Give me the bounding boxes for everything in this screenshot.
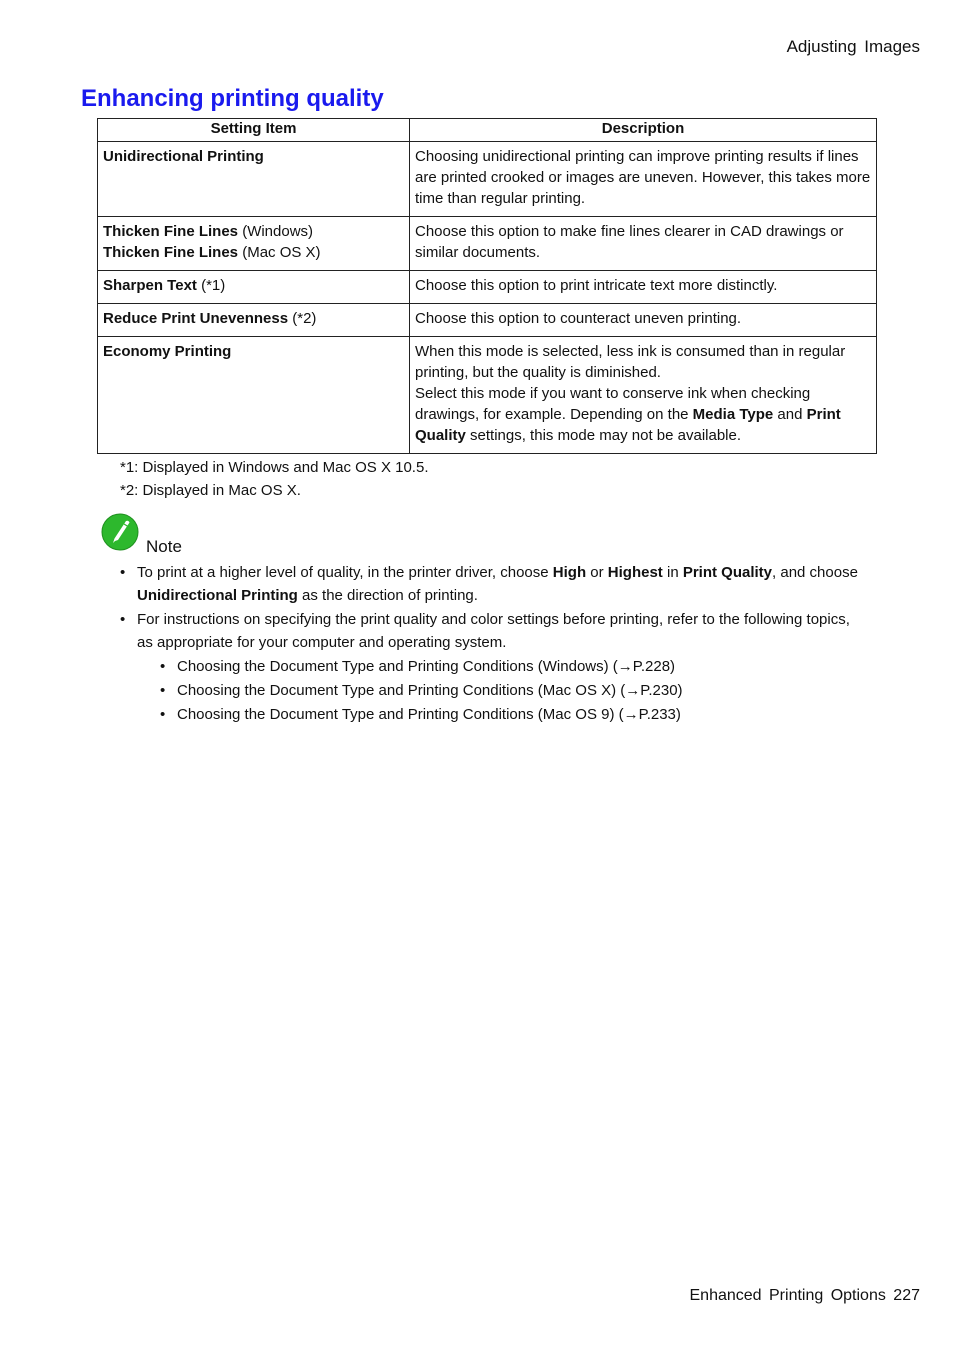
bold-term: Economy Printing bbox=[103, 343, 232, 360]
setting-item-cell bbox=[98, 304, 410, 337]
column-header-description: Description bbox=[410, 119, 877, 142]
bold-term: Sharpen Text bbox=[103, 277, 197, 294]
description-cell bbox=[410, 217, 877, 271]
bullet: • bbox=[160, 682, 166, 699]
bold-term: High bbox=[552, 564, 587, 581]
text-run: Choose this option to print intricate text more distinctly. bbox=[415, 277, 778, 294]
text-run: Choose this option to counteract uneven printing. bbox=[415, 310, 742, 327]
note-label: Note bbox=[146, 537, 182, 556]
column-header-setting-item: Setting Item bbox=[98, 119, 410, 142]
bold-term: Media Type bbox=[692, 406, 774, 423]
note-subitem-text: Choosing the Document Type and Printing Conditions (Mac OS X) (→P.230) bbox=[177, 682, 683, 699]
note-subitem bbox=[137, 703, 865, 726]
note-sublist bbox=[137, 655, 865, 726]
bold-term: Reduce Print Unevenness bbox=[103, 310, 289, 327]
footnotes bbox=[120, 456, 428, 502]
text-run: in bbox=[662, 564, 683, 581]
table-row bbox=[98, 142, 877, 217]
note-subitem bbox=[137, 655, 865, 678]
table-header-row bbox=[98, 119, 877, 142]
footnote-1: *1: Displayed in Windows and Mac OS X 10.5. bbox=[120, 459, 429, 476]
note-item-2 bbox=[120, 608, 865, 726]
bullet: • bbox=[160, 658, 166, 675]
pencil-icon bbox=[101, 512, 141, 552]
footnote-2: *2: Displayed in Mac OS X. bbox=[120, 482, 301, 499]
text-run: and bbox=[773, 406, 807, 423]
bold-term: Unidirectional Printing bbox=[137, 587, 298, 604]
text-run: , and choose bbox=[772, 564, 858, 581]
text-run: or bbox=[586, 564, 608, 581]
text-run: Choose this option to make fine lines clearer in CAD drawings or similar documents. bbox=[415, 223, 844, 261]
note-subitem bbox=[137, 679, 865, 702]
running-footer bbox=[690, 1287, 921, 1305]
text-run: as the direction of printing. bbox=[297, 587, 478, 604]
page-title: Enhancing printing quality bbox=[81, 85, 384, 112]
text-run: For instructions on specifying the print quality and color settings before printing, refer to the following topics, as appropriate for your computer and operating system. bbox=[137, 611, 850, 651]
note-subitem-text: Choosing the Document Type and Printing Conditions (Mac OS 9) (→P.233) bbox=[177, 706, 681, 723]
note-list bbox=[120, 561, 865, 727]
running-header: Adjusting Images bbox=[786, 37, 920, 56]
setting-item-cell bbox=[98, 271, 410, 304]
bold-term: Thicken Fine Lines bbox=[103, 223, 239, 240]
setting-item-cell bbox=[98, 142, 410, 217]
bold-term: Print Quality bbox=[682, 564, 773, 581]
note-subitem-text: Choosing the Document Type and Printing Conditions (Windows) (→P.228) bbox=[177, 658, 676, 675]
bullet: • bbox=[120, 611, 126, 628]
table-row bbox=[98, 271, 877, 304]
bold-term: Thicken Fine Lines bbox=[103, 244, 239, 261]
text-run: (Windows) bbox=[238, 223, 314, 240]
settings-table bbox=[97, 118, 877, 454]
description-cell bbox=[410, 337, 877, 454]
bold-term: Print Quality bbox=[415, 406, 841, 444]
text-run: (Mac OS X) bbox=[238, 244, 321, 261]
text-run: To print at a higher level of quality, in the printer driver, choose bbox=[137, 564, 553, 581]
table-row bbox=[98, 217, 877, 271]
bold-term: Highest bbox=[607, 564, 663, 581]
note-item-1-text bbox=[137, 564, 858, 604]
table-row bbox=[98, 337, 877, 454]
text-run: (*1) bbox=[196, 277, 226, 294]
text-run: Select this mode if you want to conserve ink when checking drawings, for example. Depending on the bbox=[415, 385, 811, 423]
setting-item-cell bbox=[98, 337, 410, 454]
table-row bbox=[98, 304, 877, 337]
page-number: 227 bbox=[893, 1287, 920, 1304]
bold-term: Unidirectional Printing bbox=[103, 148, 264, 165]
text-run: Choosing unidirectional printing can improve printing results if lines are printed crooked or images are uneven. However, this takes more time than regular printing. bbox=[415, 148, 871, 207]
setting-item-cell bbox=[98, 217, 410, 271]
note-item-1 bbox=[120, 561, 865, 607]
description-cell bbox=[410, 271, 877, 304]
text-run: (*2) bbox=[288, 310, 317, 327]
description-cell bbox=[410, 142, 877, 217]
text-run: settings, this mode may not be available. bbox=[465, 427, 742, 444]
description-cell bbox=[410, 304, 877, 337]
text-run: When this mode is selected, less ink is consumed than in regular printing, but the quality is diminished. bbox=[415, 343, 846, 381]
footer-section: Enhanced Printing Options bbox=[689, 1287, 886, 1304]
note-item-2-text bbox=[137, 611, 850, 651]
bullet: • bbox=[160, 706, 166, 723]
note-heading bbox=[101, 512, 182, 556]
bullet: • bbox=[120, 564, 126, 581]
